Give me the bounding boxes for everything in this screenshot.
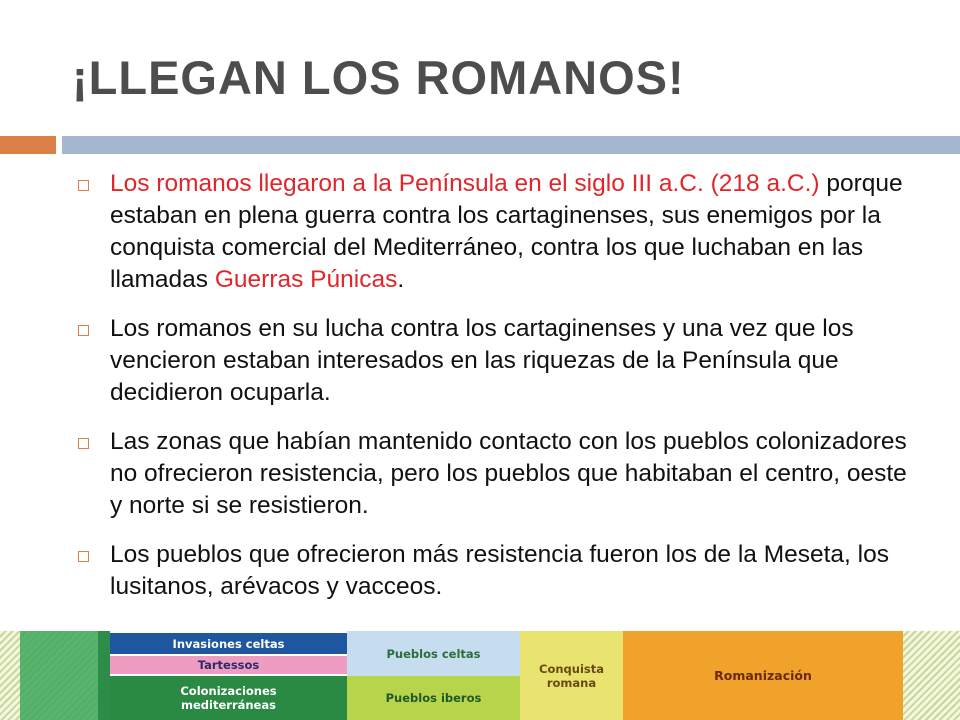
body-text: Los pueblos que ofrecieron más resistencia fueron los de la Meseta, los lusitanos, arévacos y vacceos.: [110, 541, 889, 600]
square-bullet-icon: [78, 325, 89, 336]
bullet-item: [76, 426, 916, 522]
slide-title: ¡LLEGAN LOS ROMANOS!: [72, 51, 685, 104]
timeline-band-green: [20, 631, 110, 720]
bullet-item: [76, 539, 916, 603]
square-bullet-icon: [78, 438, 89, 449]
square-bullet-icon: [78, 180, 89, 191]
bullet-text: [110, 541, 889, 600]
title-accent-bar-orange: [0, 136, 56, 154]
timeline-invasiones-celtas: Invasiones celtas: [110, 633, 347, 654]
body-text: .: [397, 266, 405, 293]
timeline-conquista-romana: [520, 631, 623, 720]
timeline-romanizacion: Romanización: [623, 631, 903, 720]
timeline-colonizaciones: [110, 676, 347, 720]
bullet-item: [76, 313, 916, 409]
timeline-pueblos-celtas: Pueblos celtas: [347, 631, 520, 676]
timeline-pattern-right: [903, 631, 960, 720]
timeline-band-green-edge: [98, 631, 110, 720]
timeline-pueblos-iberos: Pueblos iberos: [347, 676, 520, 720]
title-accent-bar-blue: [62, 136, 960, 154]
timeline-tartessos: Tartessos: [110, 656, 347, 674]
timeline-banner: [0, 631, 960, 720]
timeline-label-line: Conquista: [539, 661, 604, 676]
body-text: Las zonas que habían mantenido contacto con los pueblos colonizadores no ofrecieron resistencia, pero los pueblos que habitaban el centro, oeste y norte si se resistieron.: [110, 428, 907, 519]
timeline-label-line: Colonizaciones: [180, 684, 277, 698]
bullet-text: [110, 170, 903, 293]
bullet-text: [110, 315, 854, 406]
highlighted-text: Los romanos llegaron a la Península en el siglo III a.C. (218 a.C.): [110, 170, 820, 197]
square-bullet-icon: [78, 551, 89, 562]
bullet-item: [76, 168, 916, 296]
timeline-label-line: romana: [546, 675, 597, 690]
highlighted-text: Guerras Púnicas: [214, 266, 398, 293]
body-text: Los romanos en su lucha contra los cartaginenses y una vez que los vencieron estaban interesados en las riquezas de la Península que decidieron ocuparla.: [110, 315, 854, 406]
body-text: porque estaban en plena guerra contra los cartaginenses, sus enemigos por la conquista comercial del Mediterráneo, contra los que luchaban en las llamadas: [110, 170, 903, 293]
bullet-text: [110, 428, 907, 519]
timeline-label-line: mediterráneas: [181, 698, 276, 712]
bullet-list: [76, 168, 916, 620]
